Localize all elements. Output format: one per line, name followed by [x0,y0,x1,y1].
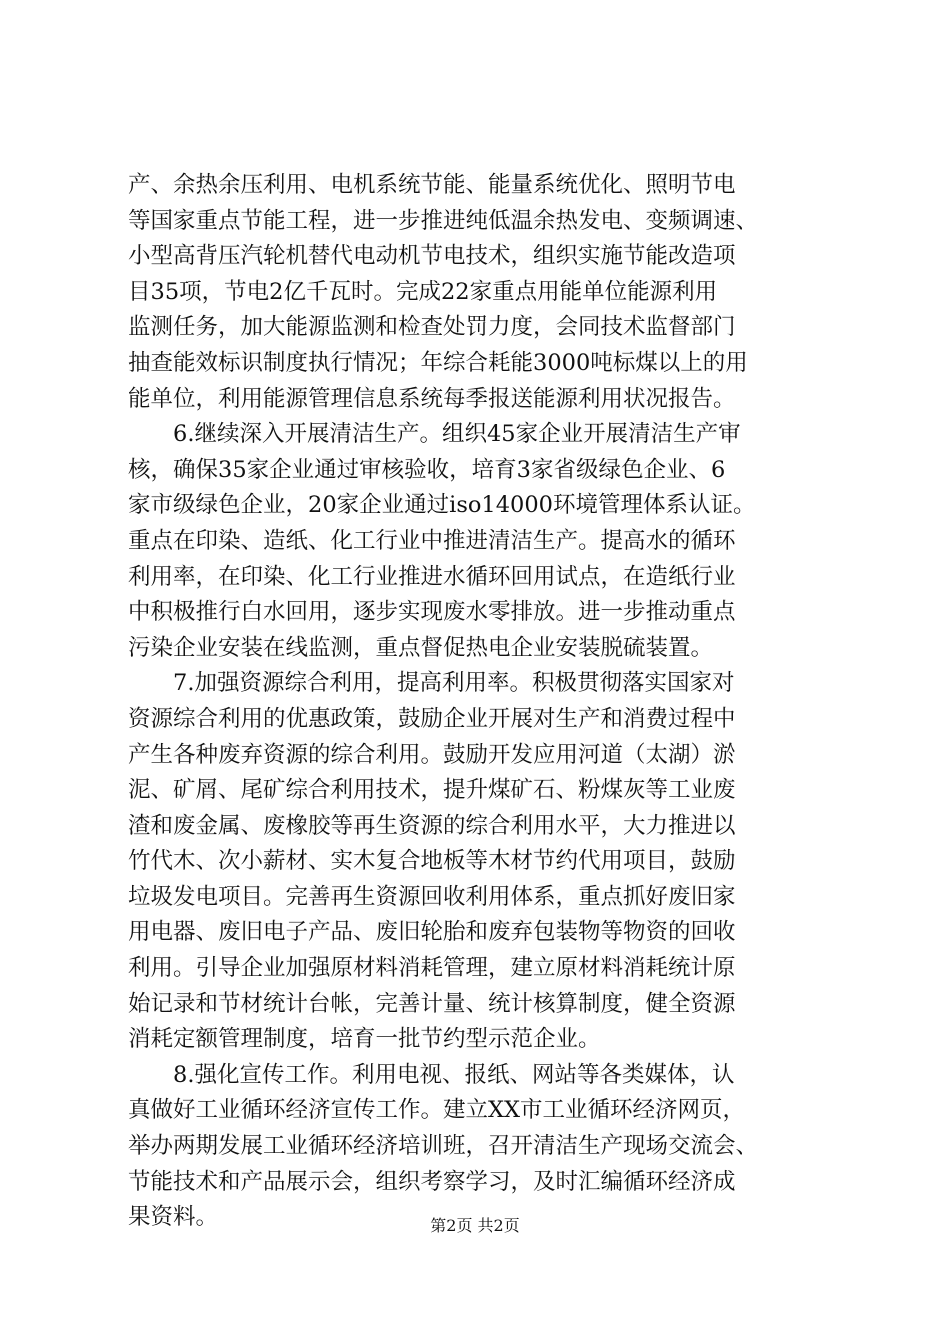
text-line: 7.加强资源综合利用，提高利用率。积极贯彻落实国家对 [128,670,735,697]
text-line: 节能技术和产品展示会，组织考察学习，及时汇编循环经济成 [128,1168,736,1195]
text-line: 举办两期发展工业循环经济培训班，召开清洁生产现场交流会、 [128,1133,759,1160]
body-text [128,168,828,1236]
text-line: 泥、矿屑、尾矿综合利用技术，提升煤矿石、粉煤灰等工业废 [128,777,736,804]
text-line: 8.强化宣传工作。利用电视、报纸、网站等各类媒体，认 [128,1061,735,1088]
text-line: 能单位，利用能源管理信息系统每季报送能源利用状况报告。 [128,385,736,412]
text-line: 利用。引导企业加强原材料消耗管理，建立原材料消耗统计原 [128,955,736,982]
text-line: 真做好工业循环经济宣传工作。建立XX市工业循环经济网页， [128,1097,746,1124]
text-line: 消耗定额管理制度，培育一批节约型示范企业。 [128,1026,601,1053]
text-line: 抽查能效标识制度执行情况；年综合耗能3000吨标煤以上的用 [128,349,748,376]
text-line: 6.继续深入开展清洁生产。组织45家企业开展清洁生产审 [128,421,741,448]
text-line: 渣和废金属、废橡胶等再生资源的综合利用水平，大力推进以 [128,812,736,839]
text-line: 利用率，在印染、化工行业推进水循环回用试点，在造纸行业 [128,563,736,590]
text-line: 始记录和节材统计台帐，完善计量、统计核算制度，健全资源 [128,990,736,1017]
text-line: 垃圾发电项目。完善再生资源回收利用体系，重点抓好废旧家 [128,883,736,910]
text-line: 竹代木、次小薪材、实木复合地板等木材节约代用项目，鼓励 [128,848,736,875]
text-line: 小型高背压汽轮机替代电动机节电技术，组织实施节能改造项 [128,243,736,270]
text-line: 产生各种废弃资源的综合利用。鼓励开发应用河道（太湖）淤 [128,741,736,768]
text-line: 家市级绿色企业，20家企业通过iso14000环境管理体系认证。 [128,492,756,519]
text-line: 监测任务，加大能源监测和检查处罚力度，会同技术监督部门 [128,314,736,341]
text-line: 核，确保35家企业通过审核验收，培育3家省级绿色企业、6 [128,456,726,483]
text-line: 等国家重点节能工程，进一步推进纯低温余热发电、变频调速、 [128,207,759,234]
text-line: 重点在印染、造纸、化工行业中推进清洁生产。提高水的循环 [128,527,736,554]
page-footer: 第2页 共2页 [430,1216,520,1235]
text-line: 用电器、废旧电子产品、废旧轮胎和废弃包装物等物资的回收 [128,919,736,946]
text-line: 资源综合利用的优惠政策，鼓励企业开展对生产和消费过程中 [128,705,736,732]
text-line: 中积极推行白水回用，逐步实现废水零排放。进一步推动重点 [128,599,736,626]
text-line: 果资料。 [128,1204,219,1231]
text-line: 产、余热余压利用、电机系统节能、能量系统优化、照明节电 [128,172,736,198]
text-line: 污染企业安装在线监测，重点督促热电企业安装脱硫装置。 [128,634,714,661]
text-line: 目35项，节电2亿千瓦时。完成22家重点用能单位能源利用 [128,278,718,305]
